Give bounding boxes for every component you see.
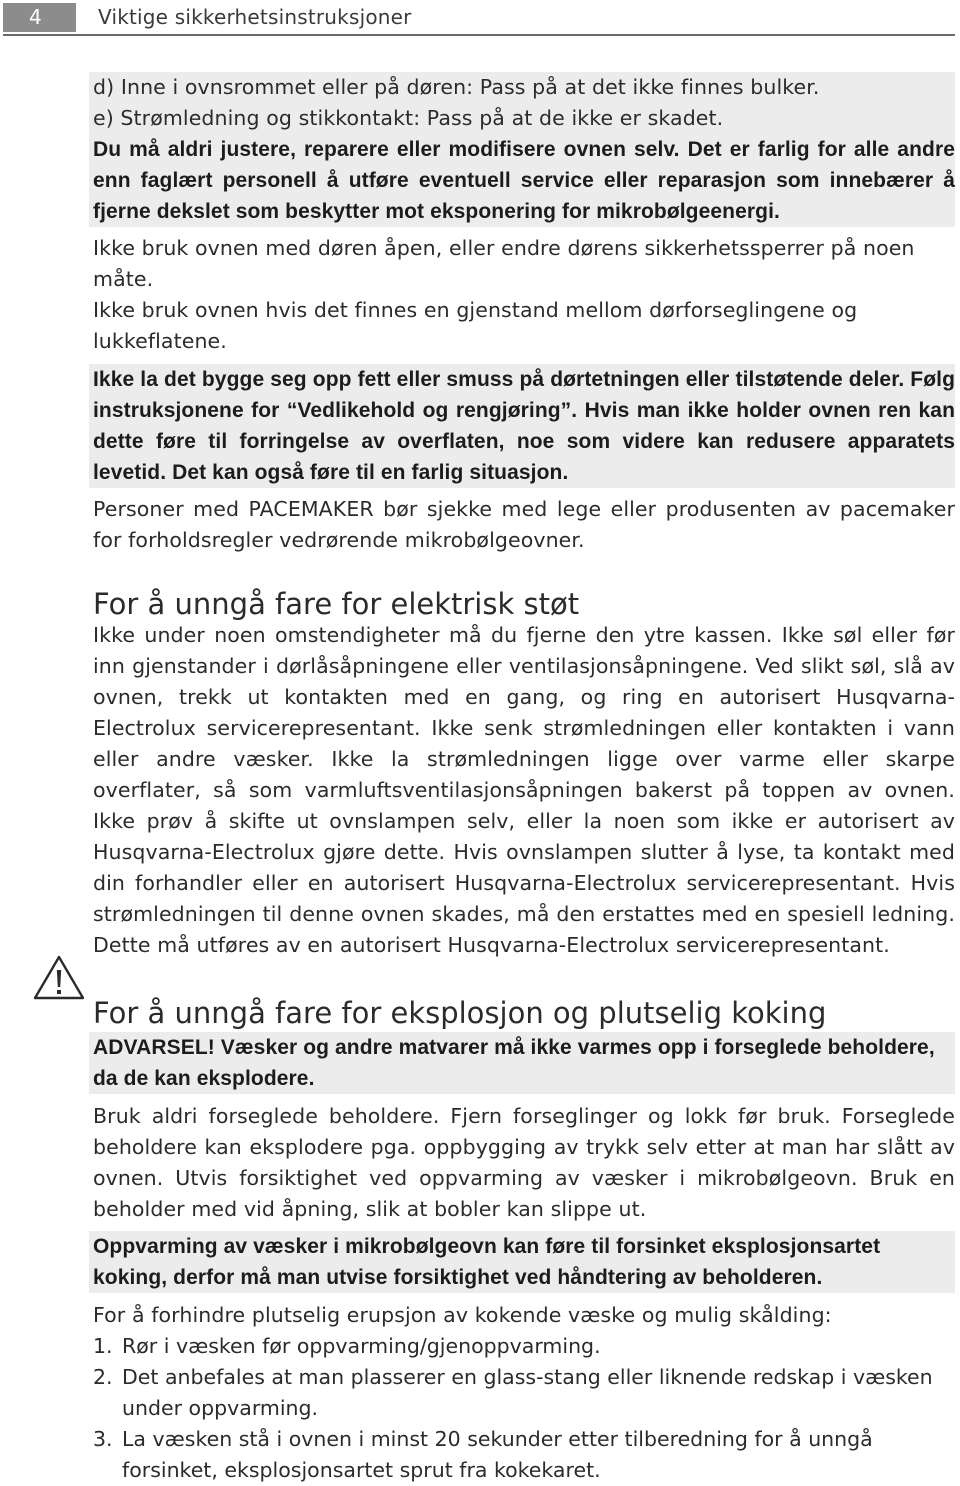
list-item-text: Det anbefales at man plasserer en glass-stang eller liknende redskap i væsken under oppvarming.	[122, 1365, 933, 1420]
list-item-number: 2.	[93, 1365, 113, 1389]
header-title: Viktige sikkerhetsinstruksjoner	[98, 5, 412, 29]
grease-warning: Ikke la det bygge seg opp fett eller smuss på dørtetningen eller tilstøtende deler. Følg instruksjonene for “Vedlikehold og rengjøring”. Hvis man ikke holder ovnen ren kan dette føre til forringelse av overflaten, noe som videre kan redusere apparatets levetid. Det kan også føre til en farlig situasjon.	[89, 364, 955, 488]
repair-warning: Du må aldri justere, reparere eller modifisere ovnen selv. Det er farlig for alle andre enn faglært personell å utføre eventuell service eller reparasjon som innebærer å fjerne dekslet som beskytter mot eksponering for mikrobølgeenergi.	[89, 134, 955, 227]
section-heading-explosion: For å unngå fare for eksplosjon og plutselig koking	[93, 996, 827, 1030]
list-item-text: Rør i væsken før oppvarming/gjenoppvarming.	[122, 1334, 601, 1358]
list-item-text: La væsken stå i ovnen i minst 20 sekunder etter tilberedning for å unngå forsinket, eksplosjonsartet sprut fra kokekaret.	[122, 1427, 873, 1482]
page-number: 4	[3, 3, 76, 32]
electric-body: Ikke under noen omstendigheter må du fjerne den ytre kassen. Ikke søl eller før inn gjenstander i dørlåsåpningene eller ventilasjonsåpningene. Ved slikt søl, slå av ovnen, trekk ut kontakten med en gang, og ring en autorisert Husqvarna-Electrolux servicerepresentant. Ikke senk strømledningen eller kontakten i vann eller andre væsker. Ikke la strømledningen ligge over varme eller skarpe overflater, så som varmluftsventilasjonsåpningen bakerst på toppen av ovnen. Ikke prøv å skifte ut ovnslampen selv, eller la noen som ikke er autorisert av Husqvarna-Electrolux gjøre dette. Hvis ovnslampen slutter å lyse, ta kontakt med din forhandler eller en autorisert Husqvarna-Electrolux servicerepresentant. Hvis strømledningen til denne ovnen skades, må den erstattes med en spesiell ledning. Dette må utføres av en autorisert Husqvarna-Electrolux servicerepresentant.	[93, 623, 955, 957]
intro-line-e: e) Strømledning og stikkontakt: Pass på at de ikke er skadet.	[89, 103, 955, 134]
prevent-intro: For å forhindre plutselig erupsjon av kokende væske og mulig skålding:	[93, 1303, 832, 1327]
explosion-warning: ADVARSEL! Væsker og andre matvarer må ikke varmes opp i forseglede beholdere, da de kan eksplodere.	[89, 1032, 955, 1094]
no-object-text: Ikke bruk ovnen hvis det finnes en gjenstand mellom dørforseglingene og lukkeflatene.	[93, 298, 858, 353]
page-header	[0, 0, 960, 36]
main-content	[93, 70, 955, 1486]
list-item	[93, 1362, 955, 1424]
delayed-boiling-warning: Oppvarming av væsker i mikrobølgeovn kan føre til forsinket eksplosjonsartet koking, derfor må man utvise forsiktighet ved håndtering av beholderen.	[89, 1231, 955, 1293]
section-heading-electric: For å unngå fare for elektrisk støt	[93, 587, 580, 621]
sealed-containers-text: Bruk aldri forseglede beholdere. Fjern forseglinger og lokk før bruk. Forseglede beholdere kan eksplodere pga. oppbygging av trykk selv etter at man har slått av ovnen. Utvis forsiktighet ved oppvarming av væsker i mikrobølgeovn. Bruk en beholder med vid åpning, slik at bobler kan slippe ut.	[93, 1104, 955, 1221]
header-rule	[3, 34, 955, 36]
warning-triangle-icon	[32, 954, 86, 1002]
intro-line-d: d) Inne i ovnsrommet eller på døren: Pass på at det ikke finnes bulker.	[89, 72, 955, 103]
list-item	[93, 1424, 955, 1486]
pacemaker-text: Personer med PACEMAKER bør sjekke med lege eller produsenten av pacemaker for forholdsregler vedrørende mikrobølgeovner.	[93, 497, 955, 552]
no-open-door-text: Ikke bruk ovnen med døren åpen, eller endre dørens sikkerhetssperrer på noen måte.	[93, 236, 915, 291]
list-item-number: 3.	[93, 1427, 113, 1451]
list-item-number: 1.	[93, 1334, 113, 1358]
prevention-steps	[93, 1331, 955, 1486]
list-item	[93, 1331, 955, 1362]
